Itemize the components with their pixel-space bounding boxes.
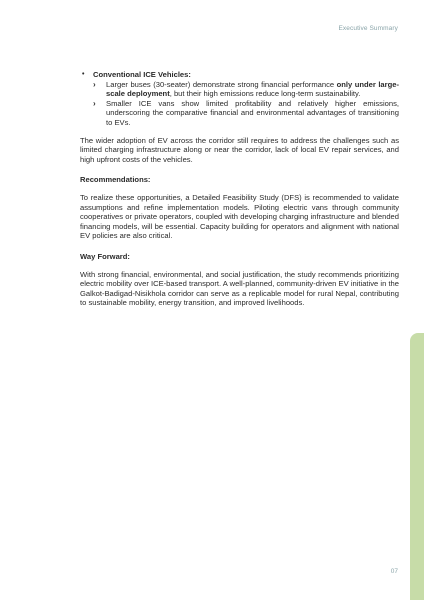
sub-item-ice-vans: [93, 99, 399, 128]
way-forward-heading: Way Forward:: [80, 251, 130, 261]
bullet-dot-icon: •: [82, 71, 85, 78]
bullet-list: [80, 70, 399, 128]
side-tab-decoration: [410, 333, 424, 600]
chevron-right-icon: ›: [93, 79, 96, 89]
sub-item-text: Smaller ICE vans show limited profitability and relatively higher emissions, underscoring the comparative financial and environmental advantages of transitioning to EVs.: [106, 98, 399, 127]
recommendations-heading: Recommendations:: [80, 175, 151, 185]
section-header: Executive Summary: [338, 25, 398, 32]
chevron-right-icon: ›: [93, 98, 96, 108]
bullet-item: [80, 70, 399, 128]
sub-list: [93, 80, 399, 128]
paragraph-adoption: The wider adoption of EV across the corridor still requires to address the challenges such as limited charging infrastructure along or near the corridor, lack of local EV repair services, and high upfront costs of the vehicles.: [80, 135, 399, 164]
sub-item-bold: only under large-scale deployment: [106, 79, 399, 99]
sub-item-text-after: , but their high emissions reduce long-term sustainability.: [169, 89, 361, 99]
sub-item-large-buses: [93, 80, 399, 99]
page-number: 07: [390, 568, 398, 575]
document-body: [80, 70, 399, 308]
bullet-title: Conventional ICE Vehicles:: [93, 70, 191, 79]
way-forward-body: With strong financial, environmental, and social justification, the study recommends prioritizing electric mobility over ICE-based transport. A well-planned, community-driven EV initiative in the Galkot-Badigad-Nisikhola corridor can serve as a replicable model for rural Nepal, contributing to sustainable mobility, energy transition, and improved livelihoods.: [80, 269, 399, 308]
recommendations-body: To realize these opportunities, a Detailed Feasibility Study (DFS) is recommended to validate assumptions and refine implementation models. Piloting electric vans through community cooperatives or private operators, coupled with developing charging infrastructure and blended financing models, will be essential. Capacity building for operators and alignment with national EV policies are also critical.: [80, 192, 399, 241]
sub-item-text: Larger buses (30-seater) demonstrate strong financial performance: [106, 79, 337, 89]
